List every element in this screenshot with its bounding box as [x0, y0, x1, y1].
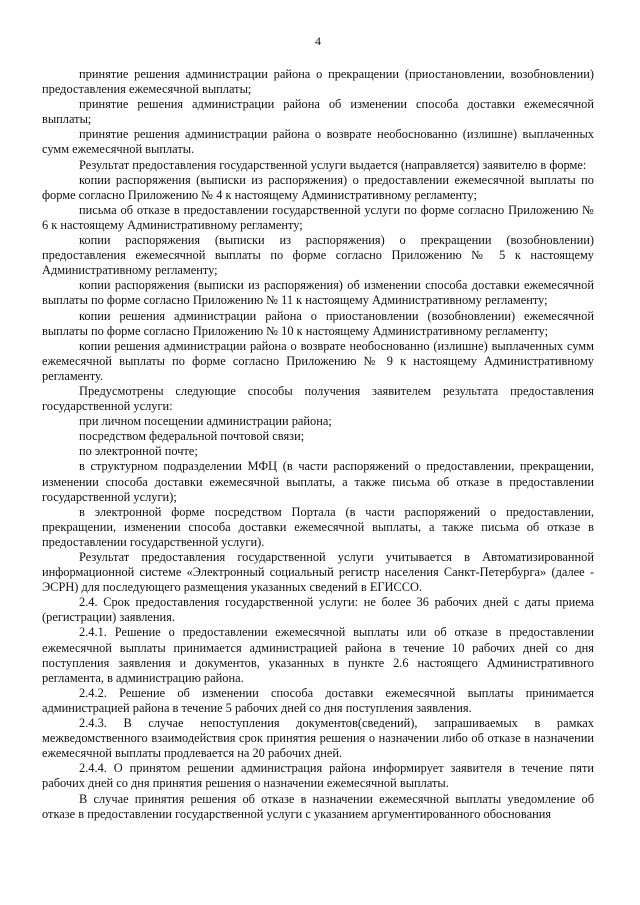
document-body — [42, 67, 594, 822]
paragraph: принятие решения администрации района об изменении способа доставки ежемесячной выплаты; — [42, 97, 594, 127]
paragraph: копии решения администрации района о приостановлении (возобновлении) ежемесячной выплаты по форме согласно Приложению № 10 к настоящему Административному регламенту; — [42, 308, 594, 338]
paragraph: В случае принятия решения об отказе в назначении ежемесячной выплаты уведомление об отказе в предоставлении государственной услуги с указанием аргументированного обоснования — [42, 791, 594, 821]
paragraph: принятие решения администрации района о прекращении (приостановлении, возобновлении) предоставления ежемесячной выплаты; — [42, 67, 594, 97]
paragraph: 2.4.4. О принятом решении администрация района информирует заявителя в течение пяти рабочих дней со дня принятия решения о назначении ежемесячной выплаты. — [42, 761, 594, 791]
paragraph: копии распоряжения (выписки из распоряжения) о предоставлении ежемесячной выплаты по форме согласно Приложению № 4 к настоящему Административному регламенту; — [42, 172, 594, 202]
paragraph: Результат предоставления государственной услуги учитывается в Автоматизированной информационной системе «Электронный социальный регистр населения Санкт-Петербурга» (далее - ЭСРН) для последующего размещения указанных сведений в ЕГИССО. — [42, 550, 594, 595]
paragraph: копии распоряжения (выписки из распоряжения) о прекращении (возобновлении) предоставления ежемесячной выплаты по форме согласно Приложению № 5 к настоящему Административному регламенту; — [42, 233, 594, 278]
list-item: посредством федеральной почтовой связи; — [79, 429, 305, 444]
list-item: в структурном подразделении МФЦ (в части распоряжений о предоставлении, прекращении, изменении способа доставки ежемесячной выплаты, а также письма об отказе в предоставлении государственной услуги); — [42, 459, 594, 504]
paragraph: Результат предоставления государственной услуги выдается (направляется) заявителю в форме: — [79, 157, 587, 172]
list-item: при личном посещении администрации района; — [79, 414, 332, 429]
paragraph: копии распоряжения (выписки из распоряжения) об изменении способа доставки ежемесячной выплаты по форме согласно Приложению № 11 к настоящему Административному регламенту; — [42, 278, 594, 308]
paragraph: 2.4.2. Решение об изменении способа доставки ежемесячной выплаты принимается администрацией района в течение 5 рабочих дней со дня поступления заявления. — [42, 685, 594, 715]
list-item: в электронной форме посредством Портала (в части распоряжений о предоставлении, прекращении, изменении способа доставки ежемесячной выплаты, а также письма об отказе в предоставлении государственной услуги). — [42, 504, 594, 549]
paragraph: письма об отказе в предоставлении государственной услуги по форме согласно Приложению № 6 к настоящему Административному регламенту; — [42, 202, 594, 232]
paragraph: принятие решения администрации района о возврате необоснованно (излишне) выплаченных сумм ежемесячной выплаты. — [42, 127, 594, 157]
paragraph: 2.4. Срок предоставления государственной услуги: не более 36 рабочих дней с даты приема (регистрации) заявления. — [42, 595, 594, 625]
paragraph: Предусмотрены следующие способы получения заявителем результата предоставления государственной услуги: — [42, 383, 594, 414]
paragraph: копии решения администрации района о возврате необоснованно (излишне) выплаченных сумм ежемесячной выплаты по форме согласно Приложению № 9 к настоящему Административному регламенту. — [42, 338, 594, 383]
paragraph: 2.4.1. Решение о предоставлении ежемесячной выплаты или об отказе в предоставлении ежемесячной выплаты принимается администрацией района в течение 10 рабочих дней со дня поступления заявления и документов, указанных в пункте 2.6 настоящего Административного регламента, в администрацию района. — [42, 625, 594, 685]
list-item: по электронной почте; — [79, 444, 198, 459]
page-number: 4 — [315, 34, 321, 48]
paragraph: 2.4.3. В случае непоступления документов(сведений), запрашиваемых в рамках межведомственного взаимодействия срок принятия решения о назначении либо об отказе в назначении ежемесячной выплаты продлевается на 20 рабочих дней. — [42, 716, 594, 761]
